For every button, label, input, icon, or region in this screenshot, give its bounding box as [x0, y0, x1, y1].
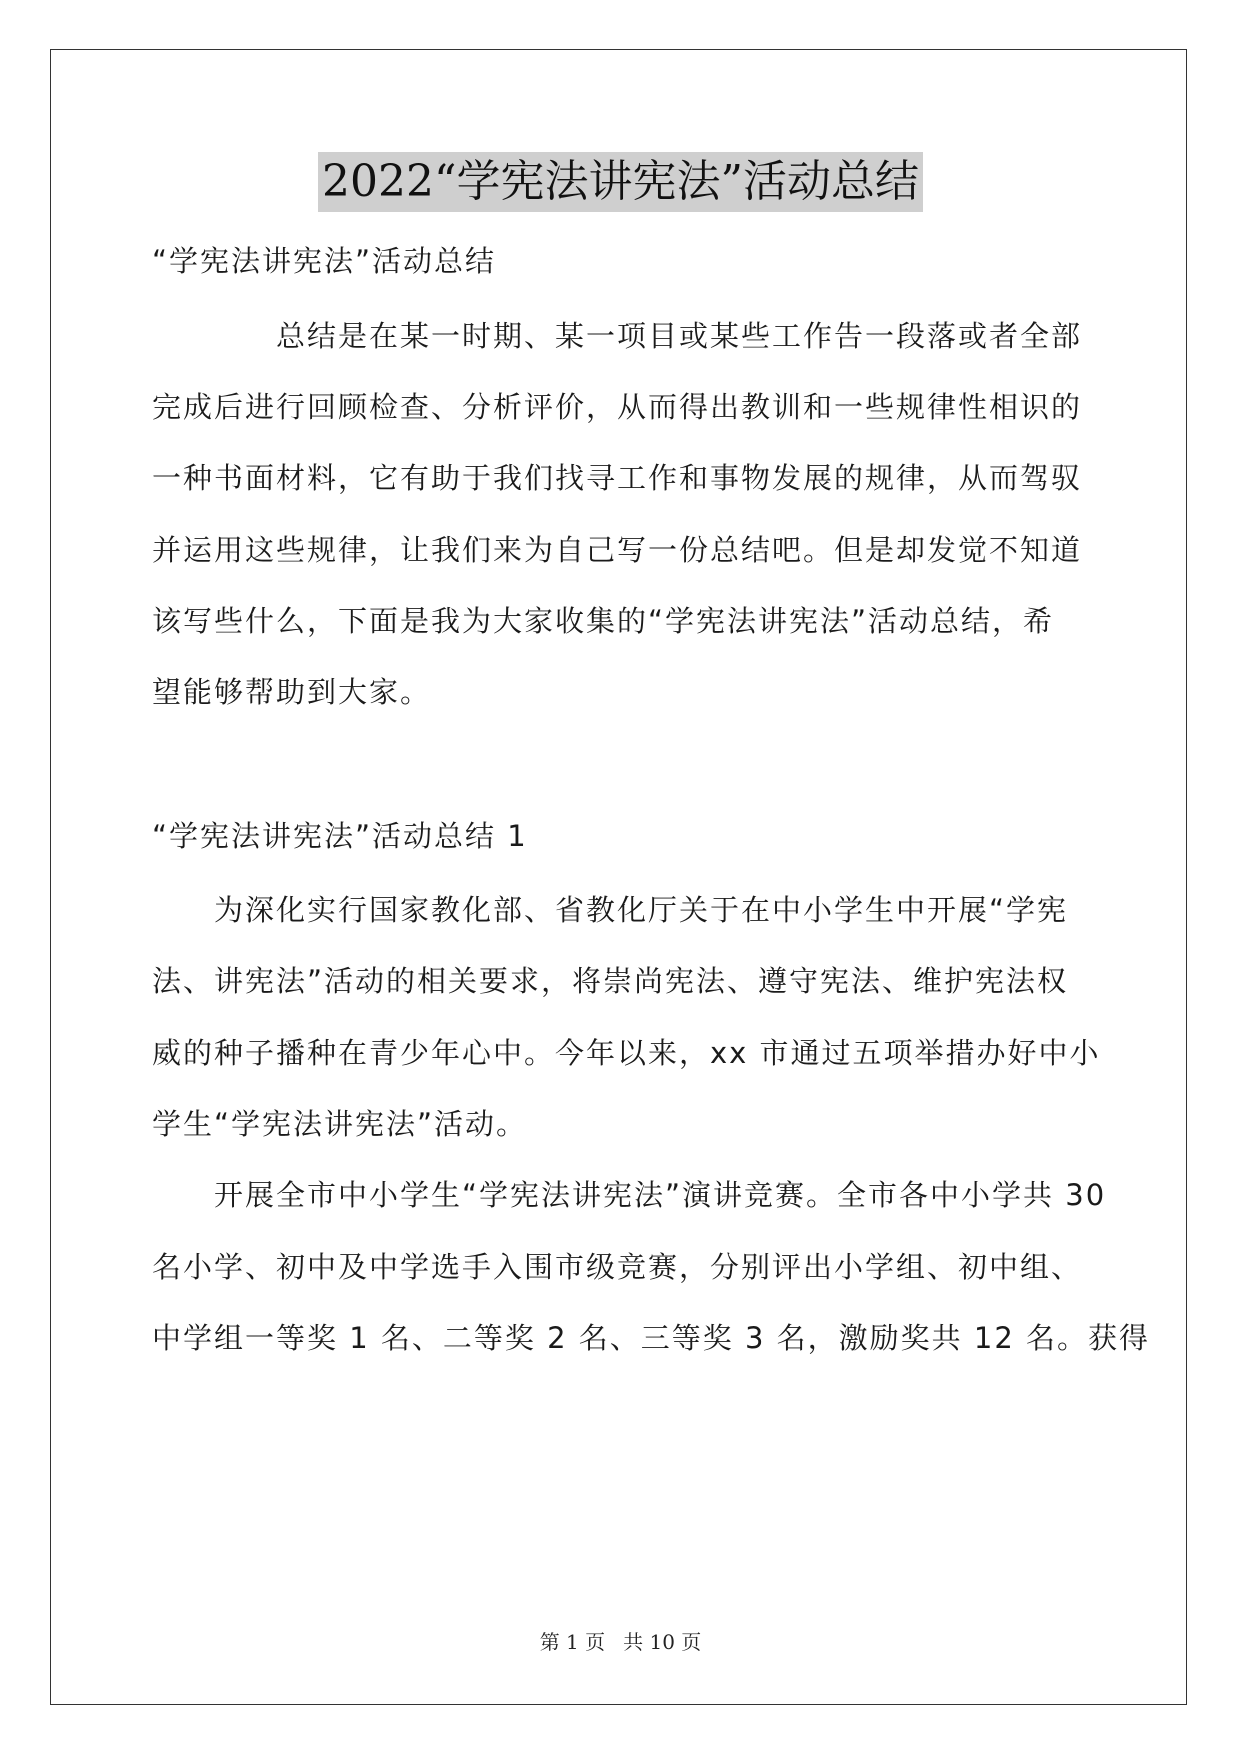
title-wrap [0, 152, 1241, 212]
paragraph-line: 威的种子播种在青少年心中。今年以来，xx 市通过五项举措办好中小 [152, 1036, 1101, 1070]
section-heading: “学宪法讲宪法”活动总结 1 [152, 819, 528, 853]
paragraph-line: 学生“学宪法讲宪法”活动。 [152, 1107, 528, 1141]
page-border [50, 49, 1187, 1705]
paragraph-line: 名小学、初中及中学选手入围市级竞赛，分别评出小学组、初中组、 [152, 1250, 1083, 1284]
total-pages: 共 10 页 [623, 1630, 702, 1654]
paragraph-line: 总结是在某一时期、某一项目或某些工作告一段落或者全部 [152, 319, 1083, 353]
paragraph-line: 该写些什么，下面是我为大家收集的“学宪法讲宪法”活动总结，希 [152, 604, 1055, 638]
paragraph-line: 法、讲宪法”活动的相关要求，将崇尚宪法、遵守宪法、维护宪法权 [152, 964, 1069, 998]
page-footer [0, 1628, 1241, 1656]
section-heading: “学宪法讲宪法”活动总结 [152, 244, 497, 278]
paragraph-line: 完成后进行回顾检查、分析评价，从而得出教训和一些规律性相识的 [152, 390, 1083, 424]
document-title: 2022“学宪法讲宪法”活动总结 [318, 152, 923, 212]
paragraph-line: 并运用这些规律，让我们来为自己写一份总结吧。但是却发觉不知道 [152, 533, 1083, 567]
page-number: 第 1 页 [539, 1630, 606, 1654]
paragraph-line: 中学组一等奖 1 名、二等奖 2 名、三等奖 3 名，激励奖共 12 名。获得 [152, 1321, 1151, 1355]
paragraph-line: 一种书面材料，它有助于我们找寻工作和事物发展的规律，从而驾驭 [152, 461, 1083, 495]
paragraph-line: 开展全市中小学生“学宪法讲宪法”演讲竞赛。全市各中小学共 30 [152, 1178, 1107, 1212]
paragraph-line: 为深化实行国家教化部、省教化厅关于在中小学生中开展“学宪 [152, 893, 1069, 927]
paragraph-line: 望能够帮助到大家。 [152, 675, 432, 709]
